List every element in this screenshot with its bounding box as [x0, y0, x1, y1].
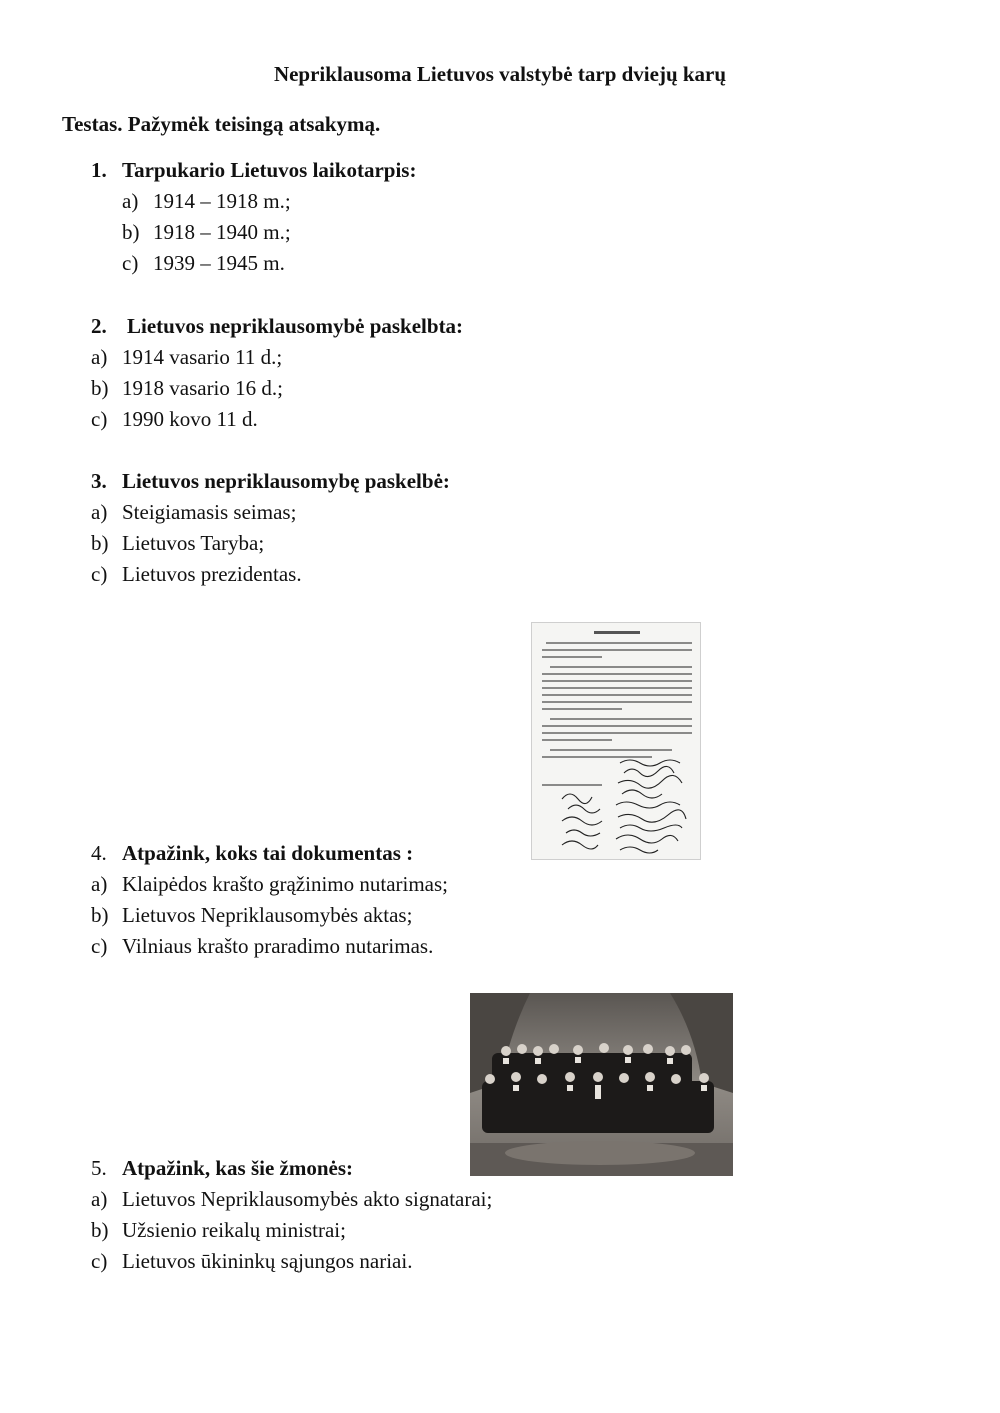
option-letter: b) — [91, 1218, 109, 1242]
option-letter: b) — [91, 903, 109, 927]
answer-option[interactable] — [122, 248, 416, 279]
option-text: 1939 – 1945 m. — [153, 251, 285, 275]
option-letter: a) — [91, 500, 108, 524]
group-photo-icon — [470, 993, 733, 1176]
answer-option[interactable] — [91, 404, 463, 435]
answer-option[interactable] — [91, 497, 450, 528]
document-icon — [532, 623, 701, 860]
answer-option[interactable] — [91, 900, 448, 931]
question-number: 5. — [91, 1156, 107, 1180]
answer-option[interactable] — [91, 559, 450, 590]
option-text: Lietuvos prezidentas. — [122, 562, 302, 586]
option-letter: a) — [122, 189, 139, 213]
option-letter: a) — [91, 872, 108, 896]
signatories-group-photo — [470, 993, 733, 1176]
option-text: Užsienio reikalų ministrai; — [122, 1218, 346, 1242]
question-number: 4. — [91, 841, 107, 865]
option-text: Klaipėdos krašto grąžinimo nutarimas; — [122, 872, 449, 896]
question-heading — [91, 311, 463, 342]
question-number: 2. — [91, 314, 107, 338]
question-text: Lietuvos nepriklausomybę paskelbė: — [122, 469, 450, 493]
option-text: 1918 vasario 16 d.; — [122, 376, 283, 400]
option-letter: a) — [91, 345, 108, 369]
question-text: Atpažink, kas šie žmonės: — [122, 1156, 354, 1180]
answer-option[interactable] — [91, 1215, 492, 1246]
question-text: Tarpukario Lietuvos laikotarpis: — [122, 158, 417, 182]
test-instructions: Testas. Pažymėk teisingą atsakymą. — [62, 112, 381, 136]
option-letter: b) — [91, 376, 109, 400]
option-letter: c) — [91, 562, 108, 586]
answer-option[interactable] — [122, 186, 416, 217]
question-heading — [91, 1153, 492, 1184]
question-1 — [91, 155, 416, 279]
question-text: Lietuvos nepriklausomybė paskelbta: — [127, 314, 464, 338]
option-text: Lietuvos Nepriklausomybės aktas; — [122, 903, 413, 927]
answer-option[interactable] — [91, 342, 463, 373]
answer-option[interactable] — [91, 528, 450, 559]
answer-option[interactable] — [91, 1184, 492, 1215]
answer-option[interactable] — [91, 869, 448, 900]
option-text: Steigiamasis seimas; — [122, 500, 297, 524]
option-text: 1990 kovo 11 d. — [122, 407, 258, 431]
option-text: Lietuvos Nepriklausomybės akto signatarai; — [122, 1187, 493, 1211]
option-text: Vilniaus krašto praradimo nutarimas. — [122, 934, 434, 958]
question-2 — [91, 311, 463, 435]
page-title: Nepriklausoma Lietuvos valstybė tarp dviejų karų — [273, 62, 727, 86]
declaration-document-image — [531, 622, 701, 860]
question-text: Atpažink, koks tai dokumentas : — [122, 841, 414, 865]
question-heading — [91, 155, 416, 186]
option-text: 1918 – 1940 m.; — [153, 220, 291, 244]
question-3 — [91, 466, 450, 590]
answer-option[interactable] — [91, 931, 448, 962]
option-letter: c) — [91, 934, 108, 958]
question-heading — [91, 838, 448, 869]
option-text: Lietuvos Taryba; — [122, 531, 265, 555]
option-letter: a) — [91, 1187, 108, 1211]
answer-option[interactable] — [91, 1246, 492, 1277]
answer-option[interactable] — [91, 373, 463, 404]
option-letter: b) — [91, 531, 109, 555]
question-5 — [91, 1153, 492, 1277]
question-heading — [91, 466, 450, 497]
option-letter: c) — [91, 407, 108, 431]
question-4 — [91, 838, 448, 962]
option-letter: c) — [122, 251, 139, 275]
option-letter: b) — [122, 220, 140, 244]
option-text: 1914 – 1918 m.; — [153, 189, 291, 213]
question-number: 1. — [91, 158, 107, 182]
option-letter: c) — [91, 1249, 108, 1273]
option-text: Lietuvos ūkininkų sąjungos nariai. — [122, 1249, 413, 1273]
answer-option[interactable] — [122, 217, 416, 248]
option-text: 1914 vasario 11 d.; — [122, 345, 283, 369]
question-number: 3. — [91, 469, 107, 493]
